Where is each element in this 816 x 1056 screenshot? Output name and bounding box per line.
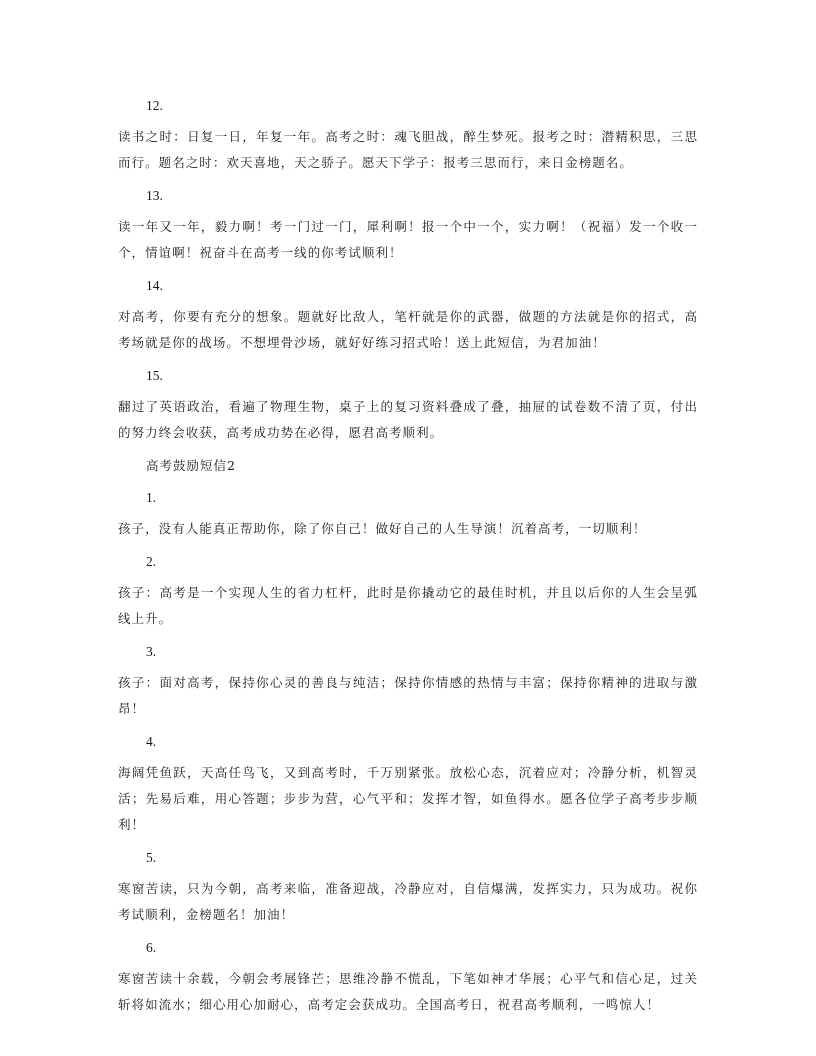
section-1 [118,96,698,446]
item-number: 5. [146,850,157,865]
item-text: 寒窗苦读，只为今朝，高考来临，准备迎战，冷静应对，自信爆满，发挥实力，只为成功。祝你考试顺利，金榜题名！加油！ [118,881,698,922]
item-number: 2. [146,554,157,569]
item-text: 孩子，没有人能真正帮助你，除了你自己！做好自己的人生导演！沉着高考，一切顺利！ [118,521,647,536]
item-text: 海阔凭鱼跃，天高任鸟飞，又到高考时，千万别紧张。放松心态，沉着应对；冷静分析，机智灵活；先易后难，用心答题；步步为营，心气平和；发挥才智，如鱼得水。愿各位学子高考步步顺利！ [118,765,698,832]
item-number: 3. [146,644,157,659]
item-number: 4. [146,734,157,749]
item-text: 孩子：面对高考，保持你心灵的善良与纯洁；保持你情感的热情与丰富；保持你精神的进取与激昂！ [118,675,698,716]
section-2 [118,456,698,1018]
item-text: 孩子：高考是一个实现人生的省力杠杆，此时是你撬动它的最佳时机，并且以后你的人生会呈弧线上升。 [118,585,698,626]
list-item [118,186,698,266]
list-item [118,642,698,722]
item-number: 1. [146,490,157,505]
list-item [118,96,698,176]
document-body [118,96,698,1028]
item-text: 对高考，你要有充分的想象。题就好比敌人，笔杆就是你的武器，做题的方法就是你的招式，高考场就是你的战场。不想埋骨沙场，就好好练习招式哈！送上此短信，为君加油！ [118,309,698,350]
item-text: 翻过了英语政治，看遍了物理生物，桌子上的复习资料叠成了叠，抽屉的试卷数不清了页，付出的努力终会收获，高考成功势在必得，愿君高考顺利。 [118,399,698,440]
item-number: 14. [146,278,163,293]
list-item [118,276,698,356]
section-title: 高考鼓励短信2 [146,458,236,473]
item-text: 寒窗苦读十余载，今朝会考展锋芒；思维冷静不慌乱，下笔如神才华展；心平气和信心足，过关斩将如流水；细心用心加耐心，高考定会获成功。全国高考日，祝君高考顺利，一鸣惊人！ [118,971,698,1012]
item-text: 读书之时：日复一日，年复一年。高考之时：魂飞胆战，醉生梦死。报考之时：潜精积思，三思而行。题名之时：欢天喜地，天之骄子。愿天下学子：报考三思而行，来日金榜题名。 [118,129,698,170]
list-item [118,488,698,542]
item-number: 6. [146,940,157,955]
item-number: 13. [146,188,163,203]
list-item [118,732,698,838]
list-item [118,848,698,928]
item-number: 12. [146,98,163,113]
item-number: 15. [146,368,163,383]
list-item [118,552,698,632]
list-item [118,366,698,446]
list-item [118,938,698,1018]
item-text: 读一年又一年，毅力啊！考一门过一门，犀利啊！报一个中一个，实力啊！（祝福）发一个收一个，情谊啊！祝奋斗在高考一线的你考试顺利！ [118,219,698,260]
